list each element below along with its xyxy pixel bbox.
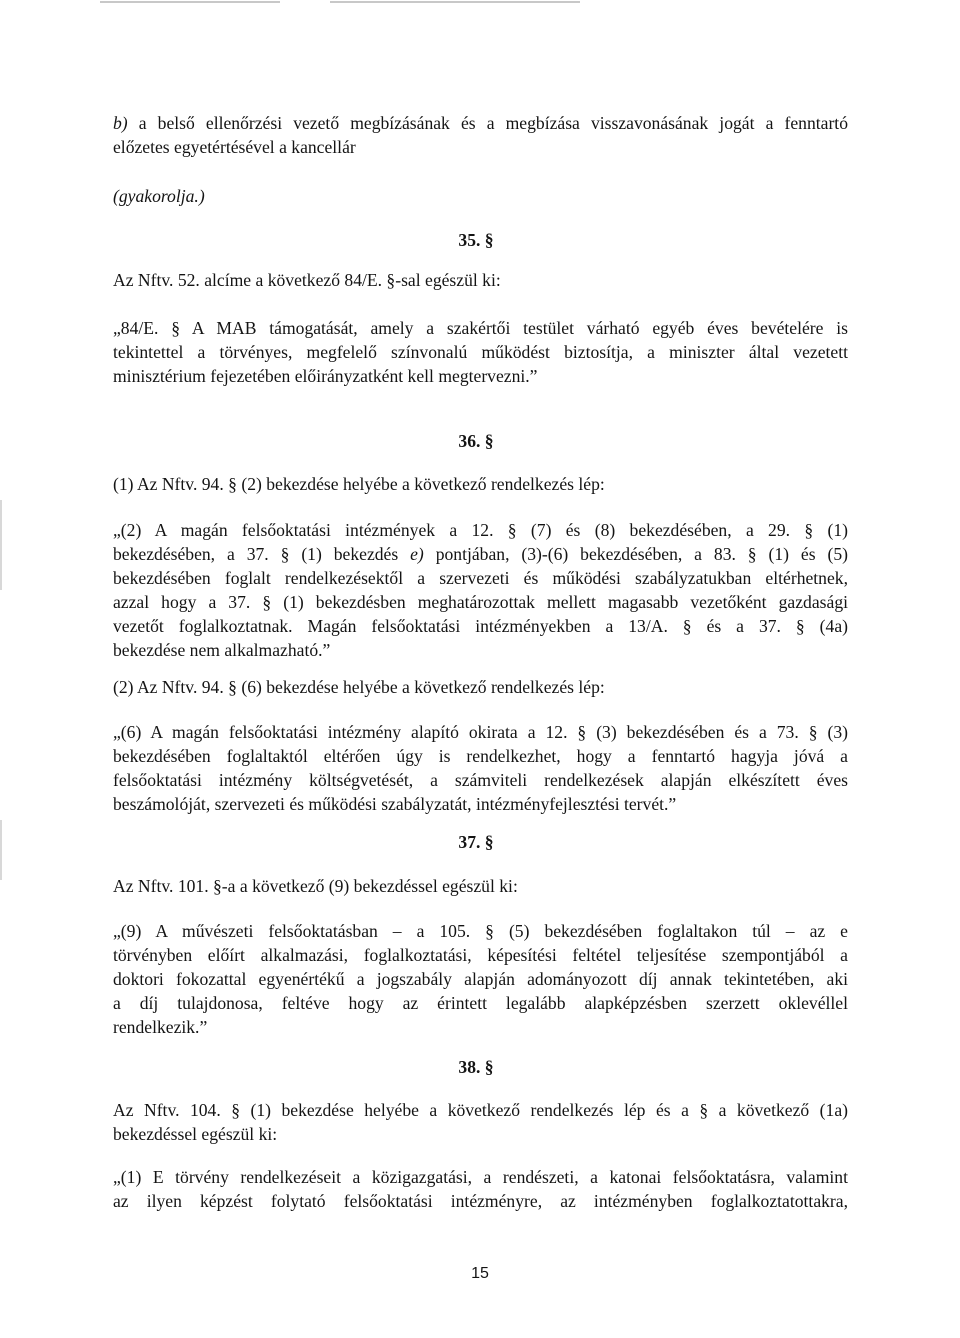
body-line: (gyakorolja.) xyxy=(113,186,205,206)
body-line: bekezdéssel egészül ki: xyxy=(113,1124,278,1144)
body-line: bekezdésében, a 37. § (1) bekezdés e) pontjában, (3)-(6) bekezdésében, a 83. § (1) és (5) xyxy=(113,544,848,564)
body-line: törvényben előírt alkalmazási, foglalkoztatási, képesítési feltétel teljesítése szempontjából a xyxy=(113,945,848,965)
body-line: (1) Az Nftv. 94. § (2) bekezdése helyébe a következő rendelkezés lép: xyxy=(113,474,605,494)
body-line: előzetes egyetértésével a kancellár xyxy=(113,137,356,157)
body-line: Az Nftv. 104. § (1) bekezdése helyébe a következő rendelkezés lép és a § a következő (1a) xyxy=(113,1100,848,1120)
body-line: rendelkezik.” xyxy=(113,1017,208,1037)
body-line: Az Nftv. 101. §-a a következő (9) bekezdéssel egészül ki: xyxy=(113,876,518,896)
body-line: azzal hogy a 37. § (1) bekezdésben meghatározottak mellett magasabb vezetőként gazdasági xyxy=(113,592,848,612)
body-line: (2) Az Nftv. 94. § (6) bekezdése helyébe a következő rendelkezés lép: xyxy=(113,677,605,697)
scan-edge-left xyxy=(0,500,2,590)
section-heading-37: 37. § xyxy=(458,832,494,852)
body-line: az ilyen képzést folytató felsőoktatási intézményre, az intézményben foglalkoztatottakra, xyxy=(113,1191,848,1211)
section-heading-38: 38. § xyxy=(458,1057,494,1077)
section-heading-36: 36. § xyxy=(458,431,494,451)
body-line: vezetőt foglalkoztatnak. Magán felsőoktatási intézményekben a 13/A. § és a 37. § (4a) xyxy=(113,616,848,636)
body-line: tekintettel a törvényes, megfelelő színvonalú működést biztosítja, a miniszter által vezetett xyxy=(113,342,848,362)
page-number: 15 xyxy=(471,1265,489,1282)
line-text: a belső ellenőrzési vezető megbízásának és a megbízása visszavonásának jogát a fenntartó xyxy=(138,113,848,133)
body-line: bekezdésében foglaltaktól eltérően úgy is rendelkezhet, hogy a fenntartó hagyja jóvá a xyxy=(113,746,848,766)
scan-artifact-top xyxy=(0,0,960,6)
italic-letter: e) xyxy=(410,544,424,564)
item-marker: b) xyxy=(113,113,128,133)
body-line: minisztérium fejezetében előirányzatként kell megtervezni.” xyxy=(113,366,538,386)
body-line: „(2) A magán felsőoktatási intézmények a 12. § (7) és (8) bekezdésében, a 29. § (1) xyxy=(113,520,848,540)
body-line: beszámolóját, szervezeti és működési szabályzatát, intézményfejlesztési tervét.” xyxy=(113,794,677,814)
body-line: „84/E. § A MAB támogatását, amely a szakértői testület várható egyéb éves bevételére is xyxy=(113,318,848,338)
body-line: Az Nftv. 52. alcíme a következő 84/E. §-sal egészül ki: xyxy=(113,270,501,290)
body-line: bekezdésében foglalt rendelkezésektől a szervezeti és működési szabályzatukban eltérhetnek, xyxy=(113,568,848,588)
body-line: „(9) A művészeti felsőoktatásban – a 105. § (5) bekezdésében foglaltakon túl – az e xyxy=(113,921,848,941)
body-line: „(6) A magán felsőoktatási intézmény alapító okirata a 12. § (3) bekezdésében és a 73. § (3) xyxy=(113,722,848,742)
body-line: bekezdése nem alkalmazható.” xyxy=(113,640,331,660)
body-line: doktori fokozattal egyenértékű a jogszabály alapján adományozott díj annak tekintetében, aki xyxy=(113,969,848,989)
body-line: felsőoktatási intézmény költségvetését, a számviteli rendelkezések alapján elkészített éves xyxy=(113,770,848,790)
body-line: „(1) E törvény rendelkezéseit a közigazgatási, a rendészeti, a katonai felsőoktatásra, valamint xyxy=(113,1167,848,1187)
body-line xyxy=(113,111,848,135)
section-heading-35: 35. § xyxy=(458,230,494,250)
body-line: a díj tulajdonosa, feltéve hogy az érintett legalább alapképzésben szerzett oklevéllel xyxy=(113,993,848,1013)
